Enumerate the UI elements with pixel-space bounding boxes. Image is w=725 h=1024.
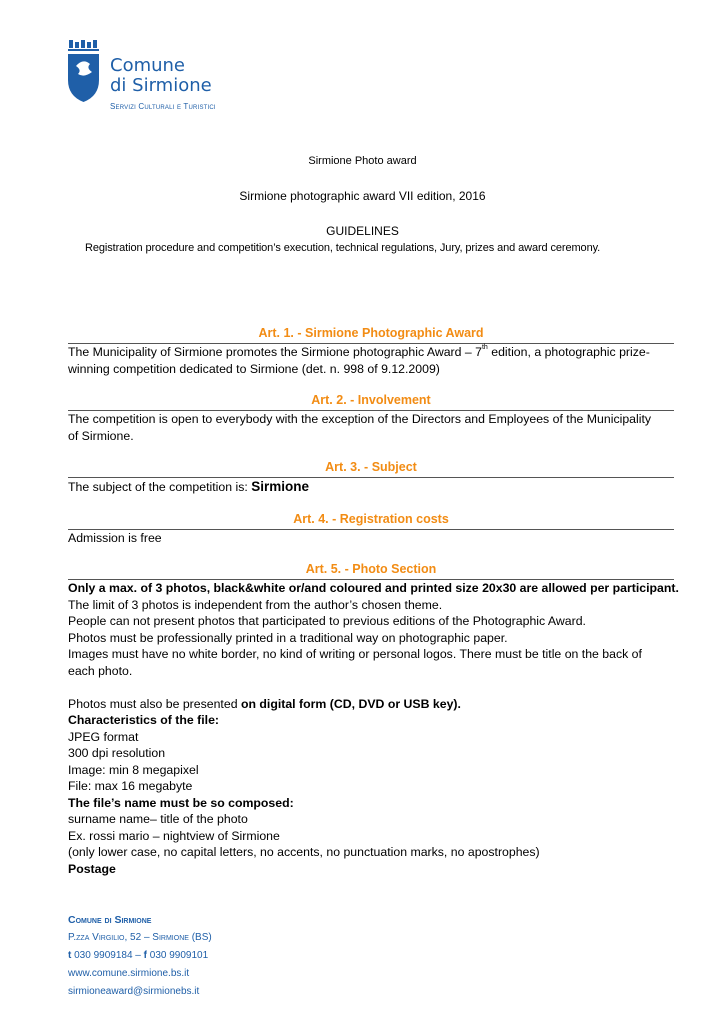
footer-email-link[interactable]: sirmioneaward@sirmionebs.it bbox=[68, 986, 200, 997]
footer-address: P.zza Virgilio, 52 – Sirmione (BS) bbox=[68, 932, 212, 943]
coat-of-arms-icon bbox=[66, 38, 106, 108]
footer-phone-fax: t 030 9909184 – f 030 9909101 bbox=[68, 950, 209, 961]
logo-subtitle: Servizi Culturali e Turistici bbox=[110, 102, 216, 111]
guidelines-heading: GUIDELINES bbox=[326, 224, 399, 238]
divider bbox=[68, 477, 674, 478]
art1-text: The Municipality of Sirmione promotes the Sirmione photographic Award – 7th edition, a photographic prize- winning competition dedicated to Sirmione (det. n. 998 of 9.12.2009) bbox=[68, 344, 650, 376]
art1-title: Art. 1. - Sirmione Photographic Award bbox=[258, 326, 484, 340]
footer-name: Comune di Sirmione bbox=[68, 914, 152, 926]
art5-title: Art. 5. - Photo Section bbox=[305, 562, 437, 576]
art3-text: The subject of the competition is: Sirmione bbox=[68, 479, 309, 494]
footer-contact bbox=[68, 911, 212, 1001]
intro-text: Registration procedure and competition’s execution, technical regulations, Jury, prizes and award ceremony. bbox=[85, 242, 601, 254]
edition-title: Sirmione photographic award VII edition, 2016 bbox=[239, 189, 486, 203]
municipality-logo bbox=[66, 38, 266, 118]
art5-text: Only a max. of 3 photos, black&white or/and coloured and printed size 20x30 are allowed per participant. The limit of 3 photos is independent from the author’s chosen theme. People can not present photos that participated to previous editions of the Photographic Award. Photos must be professionally printed in a traditional way on photographic paper. Images must have no white border, no kind of writing or personal logos. There must be title on the back of each photo. Photos must also be presented on digital form (CD, DVD or USB key). Characteristics of the file: JPEG format 300 dpi resolution Image: min 8 megapixel File: max 16 megabyte The file’s name must be so composed: surname name– title of the photo Ex. rossi mario – nightview of Sirmione (only lower case, no capital letters, no accents, no punctuation marks, no apostrophes) Postage bbox=[68, 581, 679, 876]
art2-text: The competition is open to everybody with the exception of the Directors and Employees of the Municipality of Sirmione. bbox=[68, 412, 652, 443]
award-name: Sirmione Photo award bbox=[308, 155, 417, 167]
logo-wordmark: Comune di Sirmione bbox=[110, 55, 212, 96]
art3-title: Art. 3. - Subject bbox=[325, 460, 417, 474]
art4-title: Art. 4. - Registration costs bbox=[293, 512, 449, 526]
art2-title: Art. 2. - Involvement bbox=[311, 393, 431, 407]
footer-website-link[interactable]: www.comune.sirmione.bs.it bbox=[68, 968, 190, 979]
art4-text: Admission is free bbox=[68, 531, 162, 545]
